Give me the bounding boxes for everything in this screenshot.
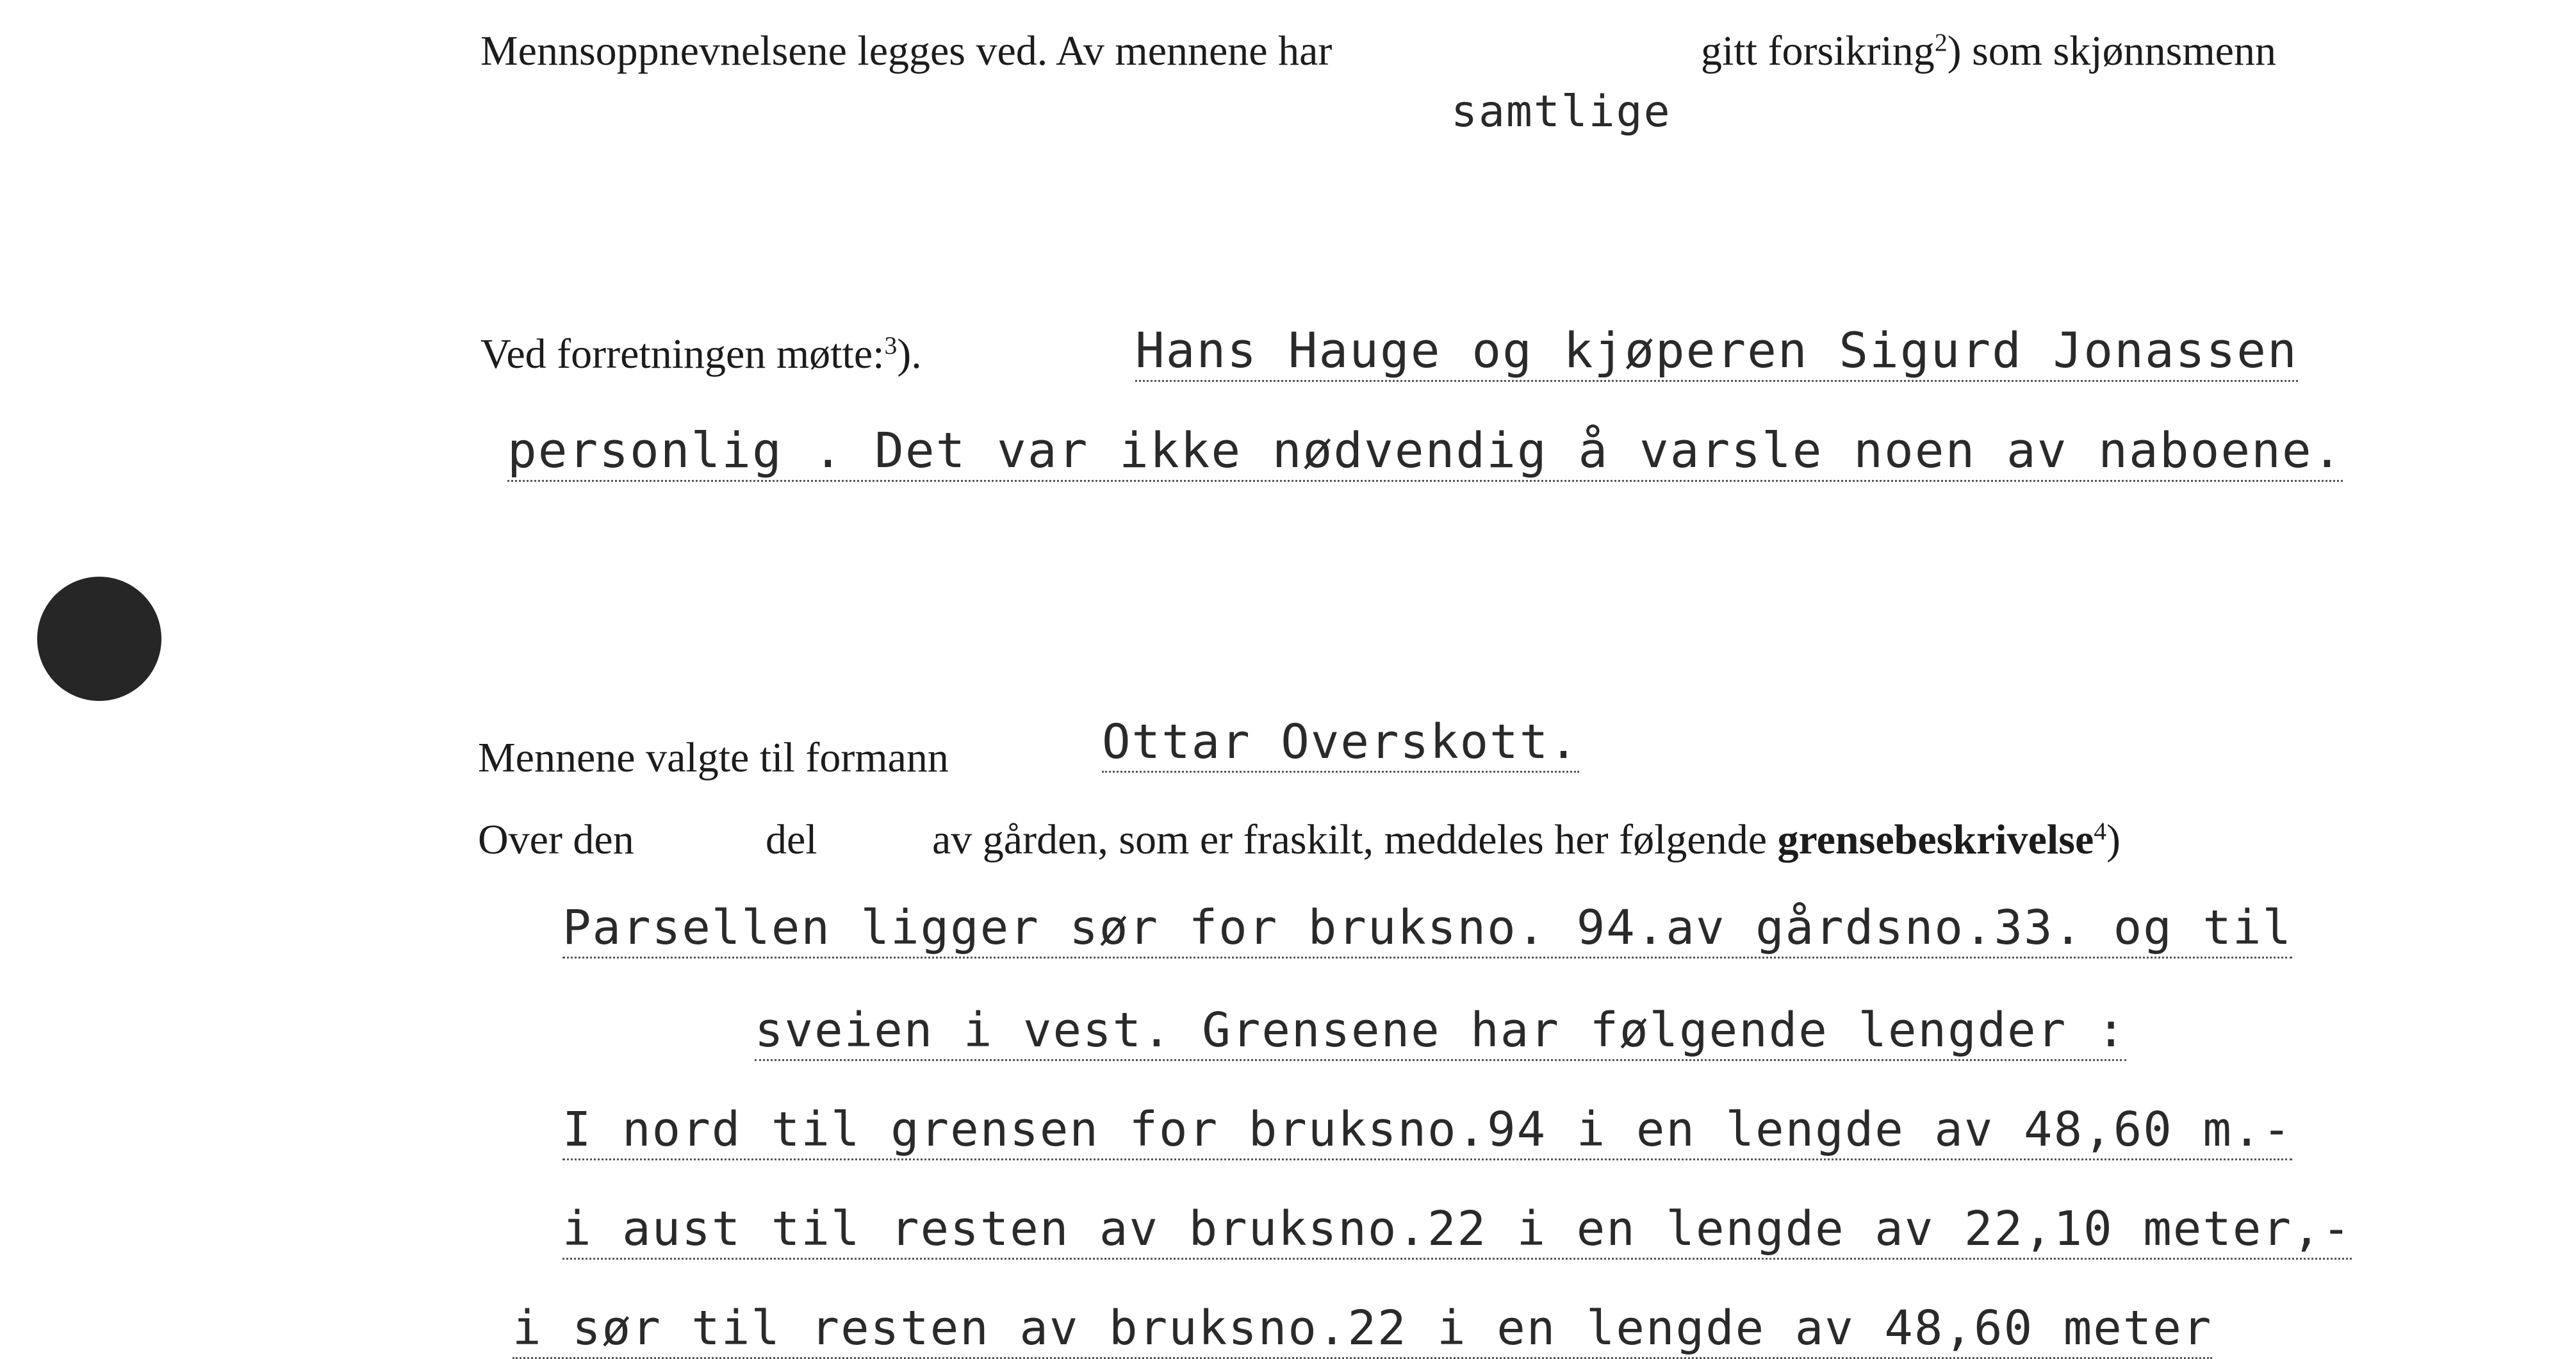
boundary-intro-a [478,816,634,864]
typed-description-line1: Parsellen ligger sør for bruksno. 94.av gårdsno.33. og til [562,900,2292,959]
footnote-3: 3 [884,331,898,360]
attendance-label [480,330,922,379]
typed-description-line2-text: sveien i vest. Grensene har følgende lengder : [755,1003,2126,1061]
attendance-label-end: ). [897,331,922,377]
oath-line-part1 [480,27,1332,76]
boundary-intro-end: ) [2106,816,2121,863]
boundary-description-heading: grensebeskrivelse [1777,816,2094,863]
boundary-intro-del: del [766,816,817,863]
boundary-intro-text-a: Over de [478,816,613,863]
typed-chairman: Ottar Overskott. [1102,714,1579,773]
typed-de-n: n [612,816,634,863]
typed-description-line2 [755,1003,2126,1058]
typed-samtlige: samtlige [1451,86,1671,137]
oath-line-part2 [1701,27,2276,76]
footnote-2: 2 [1934,28,1948,57]
boundary-intro-c [932,816,2121,864]
punch-hole [37,577,161,701]
oath-text-b: gitt forsikring [1701,28,1935,74]
typed-attendees-line1: Hans Hauge og kjøperen Sigurd Jonassen [1135,322,2298,382]
oath-text-c: ) som skjønnsmenn [1947,28,2276,74]
chairman-label: Mennene valgte til formann [478,734,949,781]
typed-description-line4: i aust til resten av bruksno.22 i en lengde av 22,10 meter,- [562,1201,2352,1260]
typed-attendees-line2: personlig . Det var ikke nødvendig å varsle noen av naboene. [507,422,2343,482]
oath-text-a: Mennsoppnevnelsene legges ved. Av mennene har [480,28,1333,74]
attendance-label-text: Ved forretningen møtte: [480,331,885,377]
footnote-4: 4 [2094,817,2107,846]
typed-description-line3: I nord til grensen for bruksno.94 i en lengde av 48,60 m.- [562,1102,2292,1160]
boundary-intro-text-c: av gården, som er fraskilt, meddeles her følgende [932,816,1768,863]
typed-description-line5: i sør til resten av bruksno.22 i en lengde av 48,60 meter [513,1301,2212,1359]
